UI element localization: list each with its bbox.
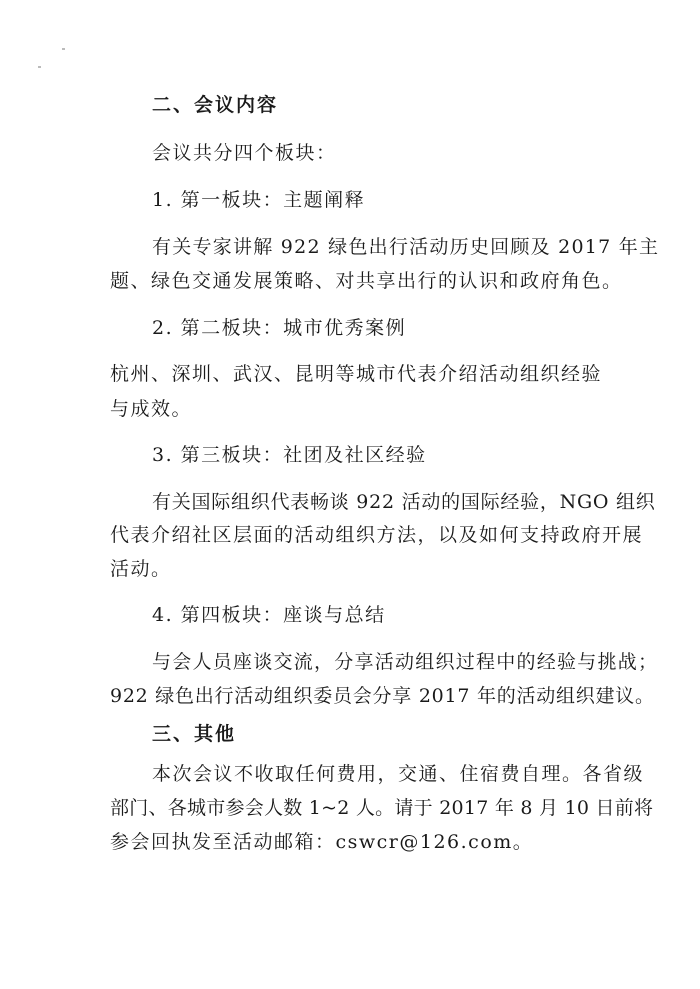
block3-body-line: 有关国际组织代表畅谈 922 活动的国际经验，NGO 组织 — [152, 491, 656, 513]
block4-body-line: 与会人员座谈交流，分享活动组织过程中的经验与挑战； — [152, 651, 659, 673]
section-heading-meeting-content: 二、会议内容 — [152, 94, 279, 116]
block2-body-line: 与成效。 — [110, 398, 193, 420]
other-paragraph-line: 部门、各城市参会人数 1~2 人。请于 2017 年 8 月 10 日前将 — [110, 797, 654, 819]
block2-title: 2. 第二板块：城市优秀案例 — [152, 317, 407, 339]
scan-speck — [62, 48, 65, 50]
other-paragraph-line: 本次会议不收取任何费用，交通、住宿费自理。各省级 — [152, 763, 645, 785]
block2-body-line: 杭州、深圳、武汉、昆明等城市代表介绍活动组织经验 — [110, 363, 603, 385]
block3-body-line: 代表介绍社区层面的活动组织方法，以及如何支持政府开展 — [110, 524, 644, 546]
intro-paragraph: 会议共分四个板块： — [152, 142, 337, 164]
other-paragraph-line: 参会回执发至活动邮箱：cswcr@126.com。 — [110, 831, 534, 853]
block3-title: 3. 第三板块：社团及社区经验 — [152, 444, 427, 466]
block1-body-line: 题、绿色交通发展策略、对共享出行的认识和政府角色。 — [110, 270, 623, 292]
block3-body-line: 活动。 — [110, 558, 172, 580]
section-heading-other: 三、其他 — [152, 723, 237, 745]
block1-title: 1. 第一板块：主题阐释 — [152, 189, 366, 211]
block4-body-line: 922 绿色出行活动组织委员会分享 2017 年的活动组织建议。 — [110, 685, 655, 707]
block4-title: 4. 第四板块：座谈与总结 — [152, 604, 386, 626]
block1-body-line: 有关专家讲解 922 绿色出行活动历史回顾及 2017 年主 — [152, 236, 660, 258]
scan-speck — [38, 66, 41, 68]
